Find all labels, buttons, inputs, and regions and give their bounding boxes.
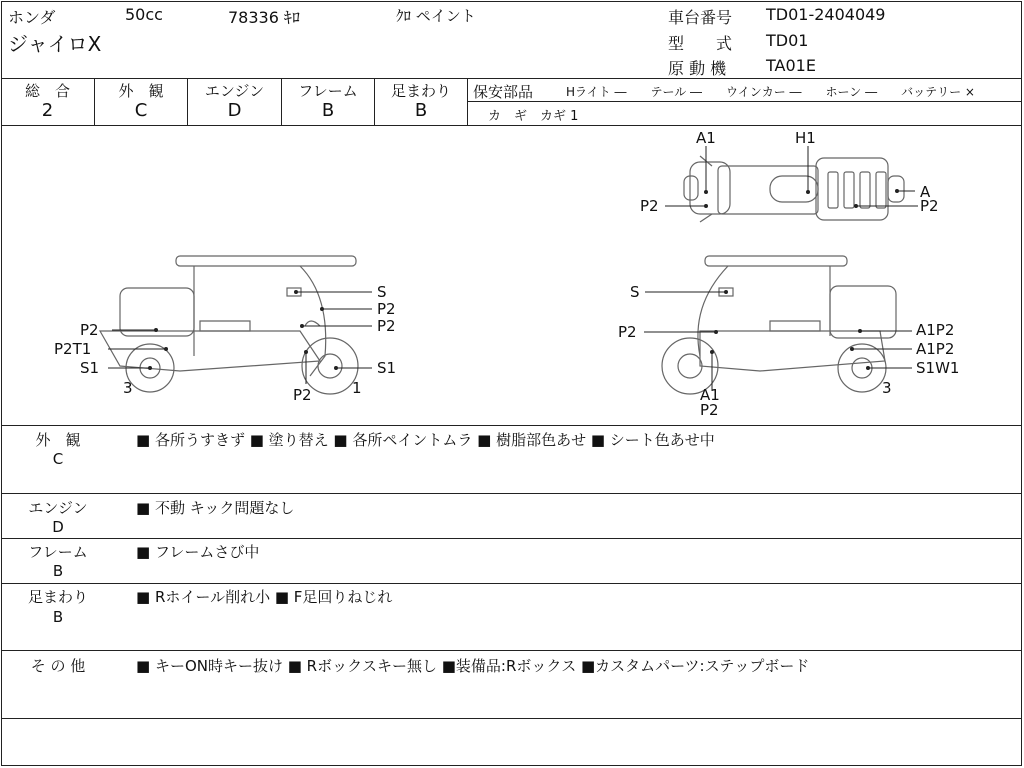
overall-grade: 2 <box>41 100 54 121</box>
callout-label: P2 <box>377 300 396 318</box>
section-text: ■ Rホイール削れ小 ■ F足回りねじれ <box>136 588 393 606</box>
bike-diagram <box>0 126 1024 425</box>
damage-dots <box>148 189 899 370</box>
exterior-label: 外 観 <box>118 82 164 100</box>
maker: ホンダ <box>8 8 56 27</box>
section-label: そ の 他 <box>30 657 86 675</box>
displacement: 50cc <box>125 5 163 24</box>
frame-rate-label: フレーム <box>298 82 358 100</box>
key-info: カ ギ カギ 1 <box>488 109 579 124</box>
callout-label: P2 <box>640 197 659 215</box>
frame-grade: B <box>321 100 335 121</box>
callout-label: 1 <box>352 379 362 397</box>
section-label: フレーム <box>28 543 88 561</box>
suspension-rate-label: 足まわり <box>390 82 451 100</box>
callout-label: P2 <box>377 317 396 335</box>
section-text: ■ キーON時キー抜け ■ Rボックスキー無し ■装備品:Rボックス ■カスタムパーツ:ステップボード <box>136 657 810 675</box>
mileage: 78336 ｷﾛ <box>228 8 300 27</box>
callout-label: P2 <box>920 197 939 215</box>
callout-label: A <box>920 183 931 201</box>
callout-label: P2T1 <box>54 340 92 358</box>
callout-label: A1 <box>700 386 720 404</box>
divider <box>1 425 1022 426</box>
callout-label: S <box>630 283 640 301</box>
section-text: ■ フレームさび中 <box>136 543 260 561</box>
callout-label: A1 <box>696 129 716 147</box>
divider <box>1 78 1022 79</box>
engine-value: TA01E <box>766 56 816 75</box>
safety-label: 保安部品 <box>473 83 534 101</box>
callout-label: A1P2 <box>916 321 955 339</box>
overall-label: 総 合 <box>24 82 70 100</box>
section-label: 足まわり <box>27 588 88 606</box>
divider <box>468 101 1022 102</box>
suspension-grade: B <box>414 100 428 121</box>
right-side-view <box>662 256 896 394</box>
divider <box>1 493 1022 494</box>
callout-label: 3 <box>882 379 892 397</box>
section-text: ■ 不動 キック問題なし <box>136 499 295 517</box>
color: ｸﾛ ペイント <box>396 7 476 25</box>
engine-label: 原 動 機 <box>668 59 727 78</box>
model-name: ジャイロX <box>8 32 102 56</box>
safety-items: Hライト ― テール ― ウインカー ― ホーン ― バッテリー × <box>566 85 975 99</box>
section-label: エンジン <box>28 499 88 517</box>
leader-lines <box>108 146 918 391</box>
engine-rate-label: エンジン <box>204 82 265 100</box>
type-value: TD01 <box>766 31 809 50</box>
divider <box>1 583 1022 584</box>
callout-label: S1 <box>377 359 397 377</box>
engine-grade: D <box>227 100 242 121</box>
callout-label: S1 <box>80 359 100 377</box>
section-grade: B <box>52 562 64 580</box>
section-grade: B <box>52 608 64 626</box>
callout-label: H1 <box>795 129 816 147</box>
frame-no-label: 車台番号 <box>668 8 733 27</box>
divider <box>467 78 468 125</box>
callout-label: P2 <box>700 401 719 419</box>
callout-label: S1W1 <box>916 359 960 377</box>
frame-no: TD01-2404049 <box>766 5 886 24</box>
section-label: 外 観 <box>35 431 81 449</box>
callout-label: S <box>377 283 387 301</box>
section-grade: D <box>52 518 64 536</box>
section-grade: C <box>52 450 64 468</box>
callout-label: P2 <box>618 323 637 341</box>
callout-label: P2 <box>80 321 99 339</box>
divider <box>1 718 1022 719</box>
section-text: ■ 各所うすきず ■ 塗り替え ■ 各所ペイントムラ ■ 樹脂部色あせ ■ シート色あせ中 <box>136 431 715 449</box>
callout-label: P2 <box>293 386 312 404</box>
left-side-view <box>100 256 358 394</box>
callout-label: A1P2 <box>916 340 955 358</box>
type-label: 型 式 <box>668 34 733 53</box>
divider <box>1 650 1022 651</box>
top-view <box>684 156 904 222</box>
exterior-grade: C <box>134 100 148 121</box>
callout-label: 3 <box>123 379 133 397</box>
divider <box>1 538 1022 539</box>
